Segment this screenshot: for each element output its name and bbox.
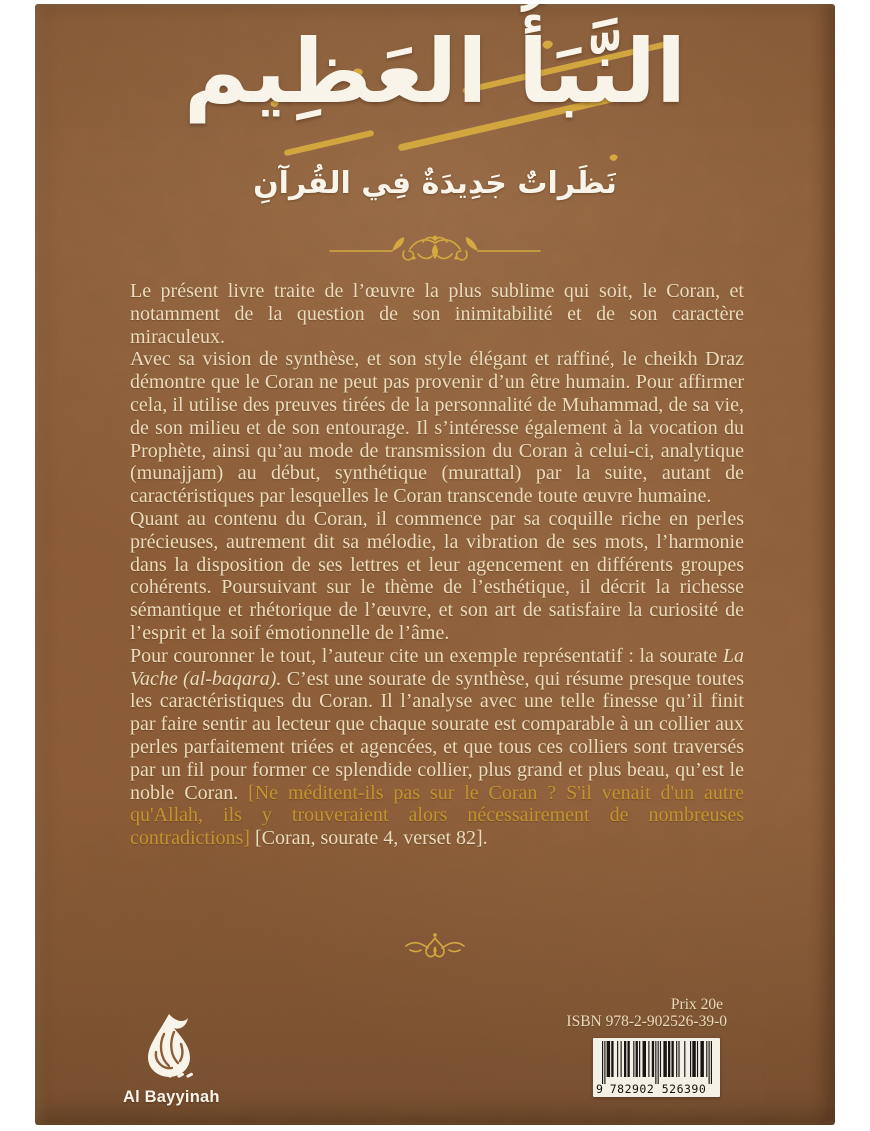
publisher-block <box>123 1010 220 1107</box>
gold-diacritic-mark <box>609 153 619 163</box>
barcode-digit-left: 9 <box>596 1081 603 1096</box>
price-label: Prix 20e <box>670 996 723 1013</box>
barcode-digit-group2: 526390 <box>661 1081 707 1096</box>
flourish-divider-ornament <box>328 232 542 270</box>
book-back-cover <box>35 4 835 1125</box>
paragraph: Avec sa vision de synthèse, et son style élégant et raffiné, le cheikh Draz démontre que le Coran ne peut pas provenir d’un être humain. Pour affirmer cela, il utilise des preuves tirées de la personnalité de Muhammad, de sa vie, de son milieu et de son entourage. Il s’intéresse également à la vocation du Prophète, ainsi qu’au mode de transmission du Coran à celui-ci, analytique (munajjam) au début, synthétique (murattal) par la suite, autant de caractéristiques par lesquelles le Coran transcende toute œuvre humaine. <box>130 348 744 508</box>
isbn-label: ISBN 978-2-902526-39-0 <box>566 1013 727 1030</box>
barcode-bars <box>602 1041 712 1085</box>
pricing-block <box>566 996 727 1030</box>
back-cover-text <box>130 280 744 850</box>
paragraph: Pour couronner le tout, l’auteur cite un exemple représentatif : la sourate La Vache (al-baqara). C’est une sourate de synthèse, qui résume presque toutes les caractéristiques du Coran. Il l’analyse avec une telle finesse qu’il finit par faire sentir au lecteur que chaque sourate est comparable à un collier aux perles parfaitement triées et agencées, et que tous ces colliers sont traversés par un fil pour former ce splendide collier, plus grand et plus beau, qu’est le noble Coran. [Ne méditent-ils pas sur le Coran ? S'il venait d'un autre qu'Allah, ils y trouveraient alors nécessairement de nombreuses contradictions] [Coran, sourate 4, verset 82]. <box>130 644 745 850</box>
title-block <box>35 4 835 229</box>
palmette-ornament <box>402 932 468 964</box>
book-title-arabic: النَّبَأُ العَظِيم <box>183 20 687 123</box>
albayyinah-drop-calligraphy-icon <box>134 1010 204 1080</box>
publisher-name: Al Bayyinah <box>123 1088 220 1106</box>
isbn-barcode <box>593 1038 720 1097</box>
paragraph: Quant au contenu du Coran, il commence par sa coquille riche en perles précieuses, autrement dit sa mélodie, la vibration de ses mots, l’harmonie dans la disposition de ses lettres et leur agencement en différents groupes cohérents. Poursuivant sur le thème de l’esthétique, il décrit la richesse sémantique et rhétorique de l’œuvre, et son art de satisfaire la curiosité de l’esprit et la soif émotionnelle de l’âme. <box>130 507 744 644</box>
paragraph: Le présent livre traite de l’œuvre la plus sublime qui soit, le Coran, et notamment de la question de son inimitabilité et de son caractère miraculeux. <box>130 280 744 348</box>
barcode-digits <box>593 1081 720 1096</box>
book-subtitle-arabic: نَظَراتٌ جَدِيدَةٌ فِي القُرآنِ <box>253 166 617 201</box>
barcode-digit-group1: 782902 <box>609 1081 655 1096</box>
